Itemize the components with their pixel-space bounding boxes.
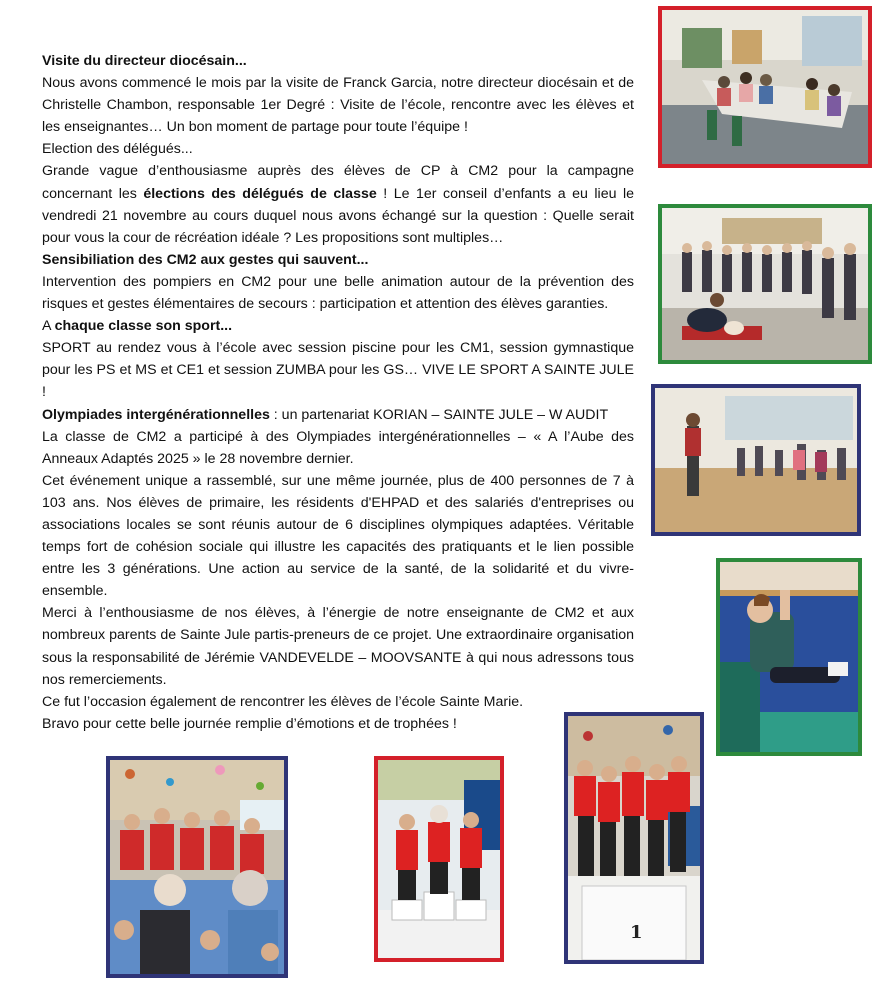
paragraph bbox=[42, 404, 634, 426]
paragraph bbox=[42, 249, 634, 271]
paragraph bbox=[42, 271, 634, 315]
climbing-bar-image bbox=[720, 562, 858, 752]
bold-text: chaque classe son sport... bbox=[54, 318, 233, 335]
photo-classroom-visit bbox=[658, 6, 872, 168]
bold-text: Sensibiliation des CM2 aux gestes qui sauvent... bbox=[42, 251, 369, 268]
text-run: A bbox=[42, 318, 55, 335]
paragraph bbox=[42, 470, 634, 603]
text-run: La classe de CM2 a participé à des Olympiades intergénérationnelles – « A l’Aube des Anneaux Adaptés 2025 » le 28 novembre dernier. bbox=[42, 428, 634, 467]
text-run: Election des délégués... bbox=[42, 141, 193, 158]
group-cheering-image bbox=[110, 760, 284, 974]
text-run: : un partenariat KORIAN – SAINTE JULE – W AUDIT bbox=[269, 406, 609, 423]
paragraph bbox=[42, 72, 634, 138]
text-run: Nous avons commencé le mois par la visite de Franck Garcia, notre directeur diocésain et de Christelle Chambon, responsable 1er Degré : Visite de l’école, rencontre avec les élèves et les enseignantes… Un bon moment de partage pour toute l’équipe ! bbox=[42, 75, 634, 136]
paragraph bbox=[42, 602, 634, 690]
photo-medal-team bbox=[564, 712, 704, 964]
podium-number: 1 bbox=[630, 922, 643, 943]
text-run: Intervention des pompiers en CM2 pour une belle animation autour de la prévention des risques et gestes élémentaires de secours : participation et attention des élèves garanties. bbox=[42, 273, 634, 313]
text-run: Grande vague d’enthousiasme auprès des élèves de CP à CM2 pour la campagne concernant les bbox=[42, 163, 634, 202]
paragraph bbox=[42, 138, 634, 160]
text-run: Merci à l’enthousiasme de nos élèves, à l’énergie de notre enseignante de CM2 et aux nombreux parents de Sainte Jule partis-preneurs de ce projet. Une extraordinaire organisation sous la responsabilité de Jérémie VANDEVELDE – MOOVSANTE à qui nous adressons tous nos remerciements. bbox=[42, 605, 634, 688]
bold-text: Visite du directeur diocésain... bbox=[42, 53, 247, 69]
paragraph bbox=[42, 337, 634, 403]
text-run: Bravo pour cette belle journée remplie d’émotions et de trophées ! bbox=[42, 715, 457, 732]
paragraph bbox=[42, 315, 634, 337]
classroom-visit-image bbox=[662, 10, 868, 164]
paragraph bbox=[42, 426, 634, 470]
paragraph bbox=[42, 691, 634, 713]
podium-trio-image bbox=[378, 760, 500, 958]
photo-podium-trio bbox=[374, 756, 504, 962]
first-aid-image bbox=[662, 208, 868, 360]
text-run: SPORT au rendez vous à l’école avec session piscine pour les CM1, session gymnastique pour les PS et MS et CE1 et session ZUMBA pour les GS… VIVE LE SPORT A SAINTE JULE ! bbox=[42, 340, 634, 401]
text-run: ! Le 1er conseil d’enfants a eu lieu le vendredi 21 novembre au cours duquel nous avons échangé sur la question : Quelle serait pour vous la cour de récréation idéale ? Les propositions sont multiples… bbox=[42, 185, 635, 246]
paragraph bbox=[42, 50, 634, 72]
photo-climbing-bar bbox=[716, 558, 862, 756]
text-run: Cet événement unique a rassemblé, sur une même journée, plus de 400 personnes de 7 à 103 ans. Nos élèves de primaire, les résidents d'EHPAD et des salariés d'entreprises ou associations locales se sont réunis autour de 6 disciplines olympiques adaptées. Véritable temps fort de cohésion sociale qui illustre les capacités des pratiquants et le lien possible entre les 3 générations. Une action au service de la santé, de la solidarité et du vivre-ensemble. bbox=[42, 472, 634, 600]
photo-first-aid bbox=[658, 204, 872, 364]
bold-text: Olympiades intergénérationnelles bbox=[42, 406, 270, 423]
paragraph bbox=[42, 713, 634, 735]
paragraph bbox=[42, 160, 634, 248]
bold-text: élections des délégués de classe bbox=[143, 185, 377, 202]
photo-gym-class bbox=[651, 384, 861, 536]
photo-group-cheering bbox=[106, 756, 288, 978]
text-run: Ce fut l’occasion également de rencontrer les élèves de l’école Sainte Marie. bbox=[42, 693, 524, 710]
article-text bbox=[42, 50, 634, 735]
gym-class-image bbox=[655, 388, 857, 532]
